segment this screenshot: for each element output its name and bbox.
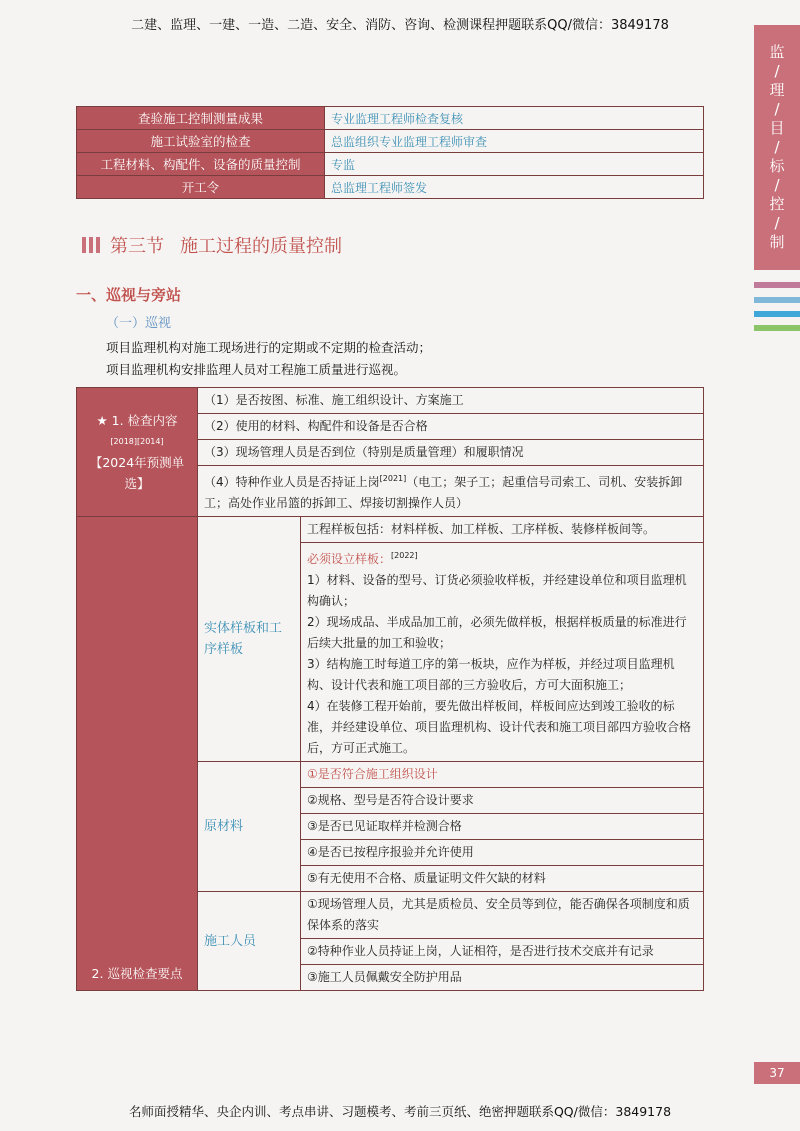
- materials-item: ④是否已按程序报验并允许使用: [301, 840, 704, 866]
- page-number: 37: [754, 1062, 800, 1084]
- side-tab-char: 控: [769, 195, 785, 213]
- sample-line: 1）材料、设备的型号、订货必须验收样板，并经建设单位和项目监理机构确认；: [307, 573, 687, 608]
- table-cell: 专业监理工程师检查复核: [325, 107, 704, 130]
- materials-item: ③是否已见证取样并检测合格: [301, 814, 704, 840]
- check-item: （3）现场管理人员是否到位（特别是质量管理）和履职情况: [198, 440, 704, 466]
- table-cell: 总监理工程师签发: [325, 176, 704, 199]
- personnel-item: ②特种作业人员持证上岗，人证相符，是否进行技术交底并有记录: [301, 939, 704, 965]
- section-bars-icon: [82, 237, 100, 253]
- page-header: 二建、监理、一建、一造、二造、安全、消防、咨询、检测课程押题联系QQ/微信：3849178: [131, 18, 669, 33]
- prediction-tag: 【2024年预测单选】: [89, 455, 185, 491]
- page-footer: 名师面授精华、央企内训、考点串讲、习题模考、考前三页纸、绝密押题联系QQ/微信：3849178: [128, 1104, 672, 1119]
- sample-intro: 工程样板包括：材料样板、加工样板、工序样板、装修样板间等。: [301, 517, 704, 543]
- stripe-blue: [754, 297, 800, 303]
- section-number: 第三节: [110, 236, 164, 257]
- check-content-cell: [77, 388, 198, 517]
- personnel-item: ③施工人员佩戴安全防护用品: [301, 965, 704, 991]
- stripe-pink: [754, 282, 800, 288]
- preparation-table: [76, 106, 704, 199]
- materials-item: ⑤有无使用不合格、质量证明文件欠缺的材料: [301, 866, 704, 892]
- side-tab-char: 制: [769, 233, 785, 251]
- check-item: （1）是否按图、标准、施工组织设计、方案施工: [198, 388, 704, 414]
- chapter-side-tab: [754, 25, 800, 270]
- year-note: [2018][2014]: [110, 437, 164, 446]
- inspection-points-cell: 2. 巡视检查要点: [77, 517, 198, 991]
- sample-label: 实体样板和工序样板: [198, 517, 301, 762]
- sample-requirements: 必须设立样板：[2022] 1）材料、设备的型号、订货必须验收样板，并经建设单位和项目监理机构确认； 2）现场成品、半成品加工前，必须先做样板，根据样板质量的标准进行后续大批量的加工和验收； 3）结构施工时每道工序的第一板块，应作为样板，并经过项目监理机构、设计代表和施工项目部的三方验收后，方可大面积施工； 4）在装修工程开始前，要先做出样板间，样板间应达到竣工验收的标准，并经建设单位、项目监理机构、设计代表和施工项目部四方验收合格后，方可正式施工。: [301, 543, 704, 762]
- paragraph: 项目监理机构对施工现场进行的定期或不定期的检查活动；: [106, 340, 432, 355]
- personnel-item: ①现场管理人员，尤其是质检员、安全员等到位，能否确保各项制度和质保体系的落实: [301, 892, 704, 939]
- check-content-label: ★ 1. 检查内容: [96, 413, 178, 428]
- inspection-table: [76, 387, 704, 991]
- table-row: [77, 107, 704, 130]
- check-item: （2）使用的材料、构配件和设备是否合格: [198, 414, 704, 440]
- materials-item: ①是否符合施工组织设计: [301, 762, 704, 788]
- table-row: [77, 130, 704, 153]
- table-cell: 专监: [325, 153, 704, 176]
- side-tab-char: /: [774, 100, 780, 118]
- side-tab-char: /: [774, 62, 780, 80]
- table-cell: 开工令: [77, 176, 325, 199]
- side-tab-char: /: [774, 214, 780, 232]
- stripe-cyan: [754, 311, 800, 317]
- heading-patrol-and-sidestation: 一、巡视与旁站: [76, 286, 182, 304]
- sample-line: 4）在装修工程开始前，要先做出样板间，样板间应达到竣工验收的标准，并经建设单位、项目监理机构、设计代表和施工项目部四方验收合格后，方可正式施工。: [307, 699, 692, 755]
- must-label: 必须设立样板：: [307, 552, 392, 566]
- sample-line: 2）现场成品、半成品加工前，必须先做样板，根据样板质量的标准进行后续大批量的加工和验收；: [307, 615, 687, 650]
- side-tab-char: /: [774, 138, 780, 156]
- section-title: [82, 232, 342, 258]
- side-tab-char: 标: [769, 157, 785, 175]
- table-cell: 总监组织专业监理工程师审查: [325, 130, 704, 153]
- check-item: （4）特种作业人员是否持证上岗[2021]（电工；架子工；起重信号司索工、司机、安装拆卸工；高处作业吊篮的拆卸工、焊接切割操作人员）: [198, 466, 704, 517]
- table-row: [77, 176, 704, 199]
- stripe-green: [754, 325, 800, 331]
- side-tab-char: /: [774, 176, 780, 194]
- table-cell: 施工试验室的检查: [77, 130, 325, 153]
- side-tab-char: 目: [769, 119, 785, 137]
- materials-item: ②规格、型号是否符合设计要求: [301, 788, 704, 814]
- section-name: 施工过程的质量控制: [180, 236, 342, 257]
- paragraph: 项目监理机构安排监理人员对工程施工质量进行巡视。: [106, 362, 407, 377]
- table-cell: 查验施工控制测量成果: [77, 107, 325, 130]
- side-tab-char: 监: [769, 43, 785, 61]
- heading-patrol: （一）巡视: [106, 316, 172, 331]
- table-cell: 工程材料、构配件、设备的质量控制: [77, 153, 325, 176]
- table-row: [77, 153, 704, 176]
- sample-line: 3）结构施工时每道工序的第一板块，应作为样板，并经过项目监理机构、设计代表和施工项目部的三方验收后，方可大面积施工；: [307, 657, 675, 692]
- side-tab-char: 理: [769, 81, 785, 99]
- personnel-label: 施工人员: [198, 892, 301, 991]
- materials-label: 原材料: [198, 762, 301, 892]
